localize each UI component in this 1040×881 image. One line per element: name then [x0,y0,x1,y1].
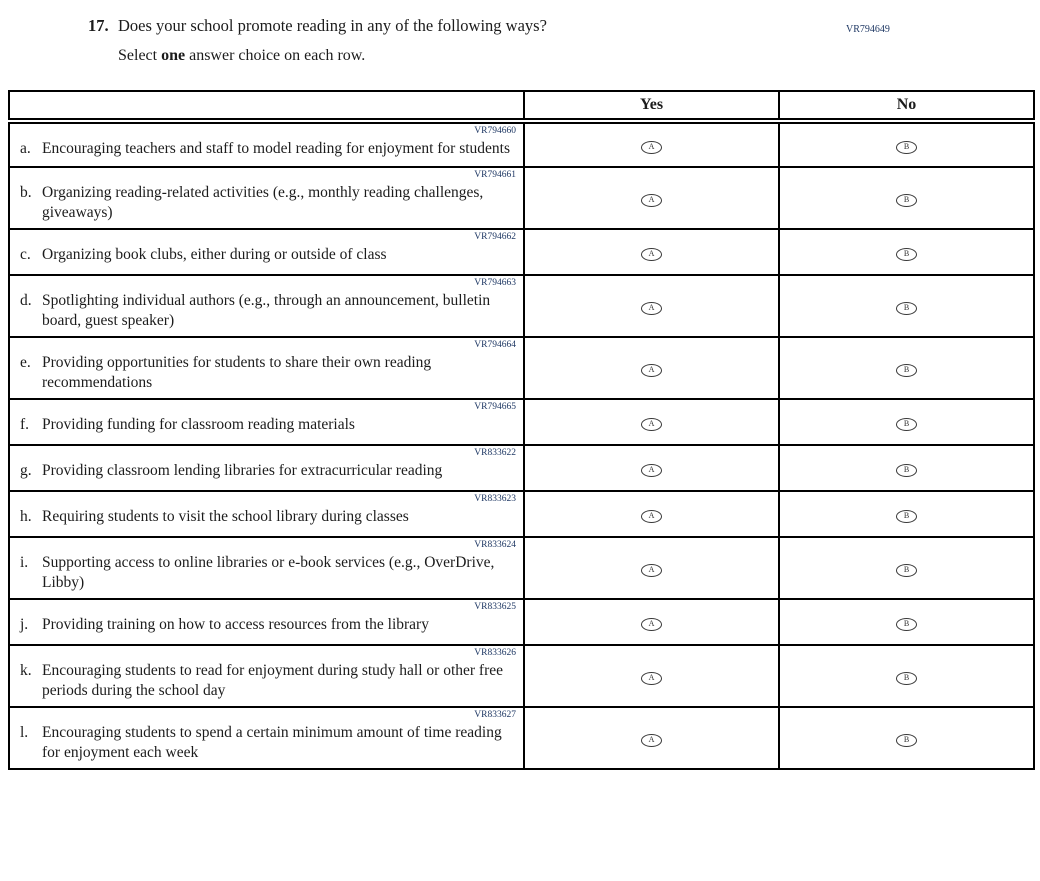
row-code: VR794664 [474,340,516,350]
row-text: Encouraging students to read for enjoyment during study hall or other free periods during the school day [42,662,503,699]
no-option-cell [779,337,1034,399]
yes-option-cell [524,599,779,645]
no-option-bubble[interactable]: B [896,141,917,154]
yes-option-cell [524,121,779,167]
question-instruction [118,47,1040,65]
row-letter: e. [20,354,31,371]
table-row [9,337,1034,399]
yes-option-bubble[interactable]: A [641,364,662,377]
row-text: Providing training on how to access resources from the library [42,616,429,633]
row-code: VR794665 [474,402,516,412]
row-code: VR794663 [474,278,516,288]
row-text: Encouraging teachers and staff to model reading for enjoyment for students [42,140,511,157]
row-item [20,245,517,265]
question-block [88,16,1040,65]
row-code: VR794661 [474,170,516,180]
no-option-bubble[interactable]: B [896,418,917,431]
row-code: VR833625 [474,602,516,612]
row-text: Providing classroom lending libraries for extracurricular reading [42,462,443,479]
row-code: VR794662 [474,232,516,242]
no-option-bubble[interactable]: B [896,464,917,477]
table-row [9,445,1034,491]
row-letter: h. [20,508,32,525]
row-letter: k. [20,662,32,679]
questionnaire-page [0,16,1040,881]
header-row [9,91,1034,121]
yes-option-cell [524,707,779,769]
row-letter: g. [20,462,32,479]
row-item [20,139,517,159]
no-option-bubble[interactable]: B [896,564,917,577]
yes-option-bubble[interactable]: A [641,734,662,747]
row-letter: a. [20,140,31,157]
row-stub-cell [9,445,524,491]
table-row [9,167,1034,229]
instruction-suffix: answer choice on each row. [185,47,366,64]
stub-header-cell [9,91,524,121]
no-option-bubble[interactable]: B [896,672,917,685]
yes-option-cell [524,645,779,707]
row-letter: i. [20,554,29,571]
yes-option-bubble[interactable]: A [641,564,662,577]
column-header-yes: Yes [524,91,779,121]
question-text: Does your school promote reading in any of the following ways? [118,16,547,35]
no-option-bubble[interactable]: B [896,364,917,377]
table-row [9,399,1034,445]
row-item [20,461,517,481]
no-option-cell [779,275,1034,337]
no-option-cell [779,491,1034,537]
row-stub-cell [9,337,524,399]
row-text: Encouraging students to spend a certain minimum amount of time reading for enjoyment each week [42,724,502,761]
no-option-bubble[interactable]: B [896,302,917,315]
row-code: VR794660 [474,126,516,136]
row-item [20,353,517,392]
no-option-cell [779,121,1034,167]
yes-option-cell [524,229,779,275]
no-option-cell [779,537,1034,599]
row-code: VR833623 [474,494,516,504]
no-option-bubble[interactable]: B [896,510,917,523]
row-stub-cell [9,491,524,537]
row-stub-cell [9,645,524,707]
row-text: Organizing book clubs, either during or outside of class [42,246,387,263]
yes-option-cell [524,399,779,445]
row-text: Providing funding for classroom reading materials [42,416,355,433]
row-code: VR833624 [474,540,516,550]
table-row [9,599,1034,645]
table-row [9,491,1034,537]
yes-option-bubble[interactable]: A [641,672,662,685]
yes-option-bubble[interactable]: A [641,418,662,431]
row-stub-cell [9,599,524,645]
row-item [20,507,517,527]
yes-option-bubble[interactable]: A [641,510,662,523]
table-row [9,275,1034,337]
yes-option-cell [524,337,779,399]
row-stub-cell [9,229,524,275]
yes-option-cell [524,491,779,537]
row-stub-cell [9,121,524,167]
yes-option-cell [524,537,779,599]
table-row [9,121,1034,167]
row-letter: d. [20,292,32,309]
row-text: Providing opportunities for students to share their own reading recommendations [42,354,432,391]
no-option-cell [779,167,1034,229]
instruction-bold-word: one [161,47,186,64]
row-stub-cell [9,167,524,229]
no-option-bubble[interactable]: B [896,248,917,261]
row-letter: c. [20,246,31,263]
row-text: Requiring students to visit the school library during classes [42,508,409,525]
yes-option-cell [524,275,779,337]
no-option-cell [779,645,1034,707]
yes-option-bubble[interactable]: A [641,194,662,207]
yes-option-bubble[interactable]: A [641,302,662,315]
table-row [9,537,1034,599]
table-row [9,229,1034,275]
row-stub-cell [9,399,524,445]
row-item [20,415,517,435]
row-code: VR833626 [474,648,516,658]
question-response-table [8,90,1035,770]
no-option-cell [779,707,1034,769]
row-item [20,723,517,762]
row-item [20,615,517,635]
row-item [20,661,517,700]
row-text: Spotlighting individual authors (e.g., through an announcement, bulletin board, guest speaker) [42,292,491,329]
row-letter: b. [20,184,32,201]
table-row [9,707,1034,769]
no-option-bubble[interactable]: B [896,194,917,207]
yes-option-bubble[interactable]: A [641,464,662,477]
row-item [20,183,517,222]
yes-option-cell [524,445,779,491]
yes-option-bubble[interactable]: A [641,618,662,631]
row-item [20,553,517,592]
column-header-no: No [779,91,1034,121]
row-letter: l. [20,724,29,741]
row-text: Organizing reading-related activities (e.g., monthly reading challenges, giveaways) [42,184,484,221]
no-option-bubble[interactable]: B [896,618,917,631]
row-stub-cell [9,707,524,769]
row-stub-cell [9,275,524,337]
row-letter: f. [20,416,30,433]
row-letter: j. [20,616,29,633]
yes-option-cell [524,167,779,229]
no-option-cell [779,599,1034,645]
question-number: 17. [88,16,109,35]
row-code: VR833627 [474,710,516,720]
no-option-cell [779,445,1034,491]
form-code: VR794649 [846,24,890,35]
row-stub-cell [9,537,524,599]
yes-option-bubble[interactable]: A [641,141,662,154]
no-option-cell [779,399,1034,445]
row-item [20,291,517,330]
no-option-bubble[interactable]: B [896,734,917,747]
row-code: VR833622 [474,448,516,458]
no-option-cell [779,229,1034,275]
row-text: Supporting access to online libraries or e-book services (e.g., OverDrive, Libby) [42,554,495,591]
yes-option-bubble[interactable]: A [641,248,662,261]
instruction-prefix: Select [118,47,162,64]
table-row [9,645,1034,707]
